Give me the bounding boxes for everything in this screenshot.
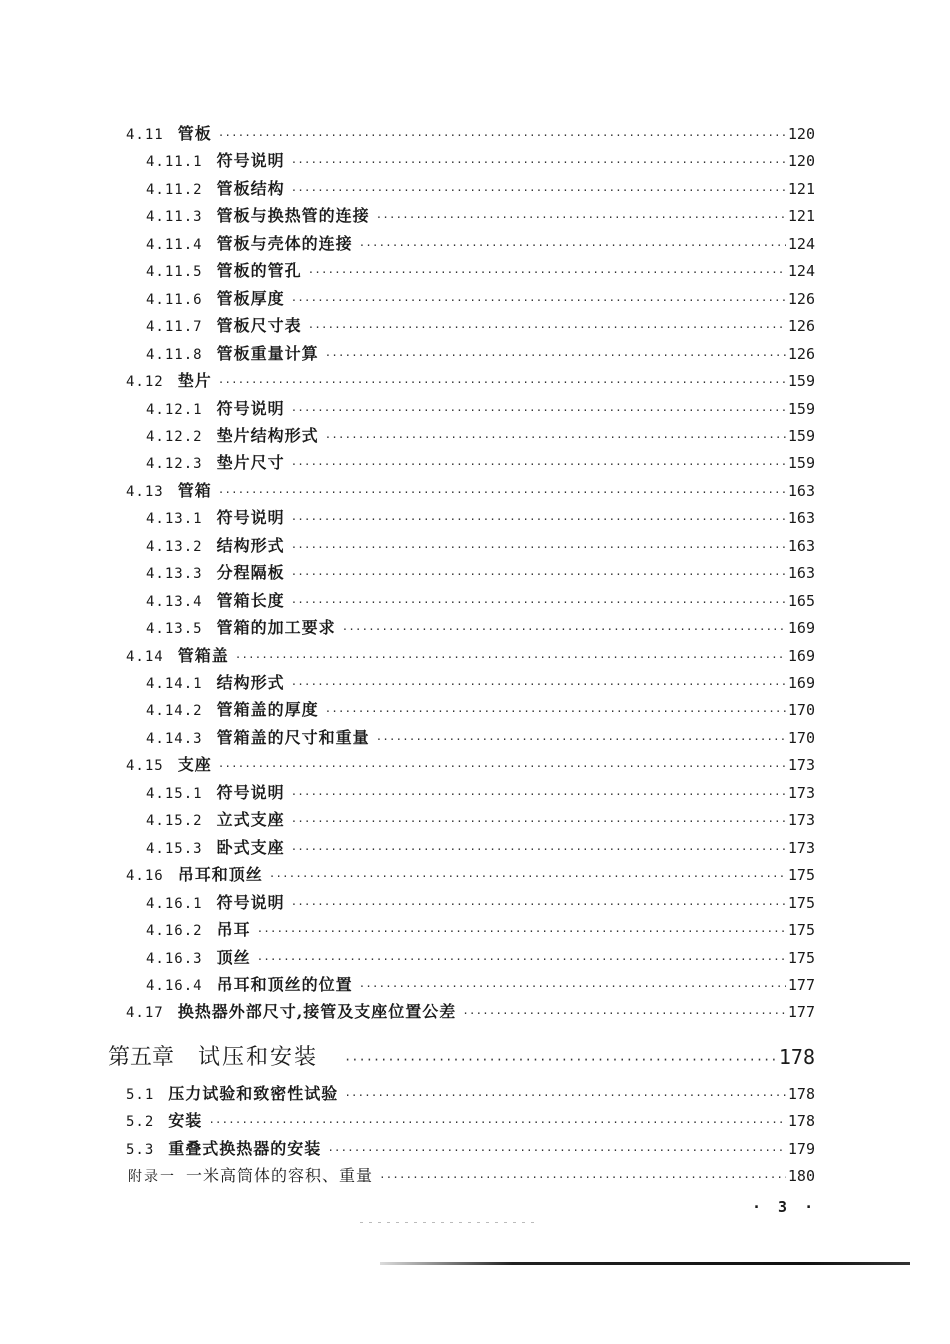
leader-dots <box>291 785 786 805</box>
toc-entry-title: 符号说明 <box>216 782 285 802</box>
toc-entry-title: 符号说明 <box>216 892 285 912</box>
toc-entry <box>126 371 815 393</box>
toc-entry-number: 5.3 <box>126 1141 155 1158</box>
toc-entry-page: 121 <box>787 179 815 198</box>
toc-entry-title: 垫片尺寸 <box>216 453 285 473</box>
leader-dots <box>325 702 786 722</box>
toc-entry <box>146 261 815 283</box>
toc-entry-number: 4.11.4 <box>146 236 203 253</box>
leader-dots <box>308 318 786 338</box>
toc-entry-title: 吊耳 <box>216 920 251 940</box>
toc-entry-page: 175 <box>787 893 815 912</box>
toc-entry-title: 一米高筒体的容积、重量 <box>186 1166 374 1186</box>
toc-entry <box>126 1111 815 1133</box>
toc-entry-page: 126 <box>787 289 815 308</box>
leader-dots <box>359 977 786 997</box>
leader-dots <box>291 291 786 311</box>
toc-entry <box>146 426 815 448</box>
toc-entry <box>146 399 815 421</box>
toc-entry-number: 4.13.2 <box>146 538 203 555</box>
toc-entry-page: 178 <box>787 1112 815 1131</box>
toc-entry-title: 管板结构 <box>216 178 285 198</box>
toc-entry-title: 垫片 <box>177 371 212 391</box>
faint-scan-line <box>360 1222 540 1223</box>
toc-entry-number: 4.11.2 <box>146 181 203 198</box>
toc-entry-title: 吊耳和顶丝 <box>177 865 263 885</box>
leader-dots <box>291 153 786 173</box>
toc-entry <box>146 206 815 228</box>
toc-entry-number: 4.14.3 <box>146 730 203 747</box>
toc-entry-number: 4.11.3 <box>146 209 203 226</box>
toc-entry-title: 重叠式换热器的安装 <box>168 1138 322 1158</box>
toc-entry-title: 压力试验和致密性试验 <box>168 1083 339 1103</box>
toc-entry <box>146 151 815 173</box>
toc-chapter <box>108 1044 815 1073</box>
toc-entry-page: 178 <box>787 1084 815 1103</box>
toc-entry-page: 159 <box>787 454 815 473</box>
toc-entry <box>146 508 815 530</box>
toc-entry-number: 4.15.2 <box>146 813 203 830</box>
toc-entry-page: 126 <box>787 344 815 363</box>
toc-entry-page: 165 <box>787 591 815 610</box>
toc-entry-number: 4.14.1 <box>146 676 203 692</box>
toc-entry-title: 管箱盖的厚度 <box>216 700 319 720</box>
leader-dots <box>218 126 786 146</box>
leader-dots <box>291 565 786 585</box>
toc-entry <box>126 481 815 503</box>
toc-entry-page: 159 <box>787 372 815 391</box>
toc-entry-page: 163 <box>787 509 815 528</box>
toc-entry-title: 分程隔板 <box>216 563 285 583</box>
toc-entry-page: 124 <box>787 234 815 253</box>
toc-entry <box>146 783 815 805</box>
toc-entry-title: 管板尺寸表 <box>216 316 302 336</box>
toc-entry-page: 178 <box>778 1044 815 1069</box>
leader-dots <box>291 538 786 558</box>
toc-entry-page: 169 <box>787 646 815 665</box>
leader-dots <box>344 1086 786 1106</box>
toc-entry-title: 管箱长度 <box>216 590 285 610</box>
toc-entry-title: 符号说明 <box>216 151 285 171</box>
toc-entry-number: 附录一 <box>128 1169 176 1186</box>
toc-entry <box>146 728 815 750</box>
toc-entry-number: 4.16 <box>126 868 164 885</box>
toc-entry <box>146 536 815 558</box>
toc-entry <box>146 453 815 475</box>
leader-dots <box>376 730 786 750</box>
leader-dots <box>379 1168 786 1188</box>
toc-entry <box>126 1002 815 1024</box>
toc-entry-title: 管箱 <box>177 480 212 500</box>
toc-entry-number: 4.12.2 <box>146 428 203 445</box>
toc-entry <box>146 700 815 722</box>
toc-entry <box>146 344 815 366</box>
leader-dots <box>218 483 786 503</box>
toc-entry-page: 173 <box>787 783 815 802</box>
toc-entry-number: 4.11 <box>126 127 164 143</box>
leader-dots <box>291 181 786 201</box>
toc-entry <box>126 1139 815 1161</box>
toc-entry-page: 175 <box>787 948 815 967</box>
toc-entry-page: 163 <box>787 481 815 500</box>
toc-entry <box>126 1084 815 1106</box>
toc-entry-title: 安装 <box>168 1111 203 1131</box>
toc-entry <box>126 124 815 146</box>
leader-dots <box>291 510 786 530</box>
toc-entry-page: 169 <box>787 619 815 638</box>
toc-entry <box>126 755 815 777</box>
leader-dots <box>291 895 786 915</box>
toc-entry-page: 173 <box>787 756 815 775</box>
toc-entry-title: 符号说明 <box>216 508 285 528</box>
leader-dots <box>325 428 786 448</box>
leader-dots <box>359 236 786 256</box>
toc-entry <box>126 865 815 887</box>
toc-entry-page: 163 <box>787 564 815 583</box>
toc-entry-title: 垫片结构形式 <box>216 425 319 445</box>
toc-entry <box>126 646 815 668</box>
leader-dots <box>376 208 786 228</box>
toc-entry-number: 4.17 <box>126 1005 164 1022</box>
toc-entry-title: 管板重量计算 <box>216 343 319 363</box>
toc-entry-title: 卧式支座 <box>216 837 285 857</box>
toc-entry-title: 管箱盖 <box>177 645 229 665</box>
leader-dots <box>235 648 786 668</box>
toc-entry-title: 管板 <box>177 124 212 143</box>
leader-dots <box>462 1004 786 1024</box>
toc-entry-page: 173 <box>787 838 815 857</box>
toc-entry-number: 5.2 <box>126 1114 155 1131</box>
toc-entry-number: 4.13.1 <box>146 511 203 528</box>
toc-entry-number: 4.12 <box>126 374 164 391</box>
toc-entry <box>146 920 815 942</box>
toc-entry-number: 4.14.2 <box>146 703 203 720</box>
toc-entry-number: 4.16.2 <box>146 923 203 940</box>
toc-entry-number: 4.12.1 <box>146 401 203 418</box>
leader-dots <box>208 1113 786 1133</box>
toc-entry-page: 124 <box>787 262 815 281</box>
toc-entry <box>146 810 815 832</box>
toc-entry-title: 结构形式 <box>216 673 285 692</box>
toc-entry-title: 管板与壳体的连接 <box>216 233 353 253</box>
leader-dots <box>257 922 786 942</box>
leader-dots <box>342 620 786 640</box>
toc-entry-title: 支座 <box>177 755 212 775</box>
toc-entry-number: 4.16.3 <box>146 950 203 967</box>
toc-entry-page: 180 <box>787 1167 815 1186</box>
toc-entry-number: 4.15 <box>126 758 164 775</box>
toc-entry-number: 4.15.3 <box>146 840 203 857</box>
toc-entry-number: 4.13 <box>126 483 164 500</box>
leader-dots <box>291 840 786 860</box>
toc-entry-number: 第五章 <box>108 1044 175 1070</box>
toc-entry-number: 4.16.1 <box>146 895 203 912</box>
leader-dots <box>291 401 786 421</box>
page-number: · 3 · <box>752 1198 818 1216</box>
toc-entry <box>146 948 815 970</box>
toc-entry-title: 管箱盖的尺寸和重量 <box>216 727 370 747</box>
toc-entry-number: 4.11.1 <box>146 154 203 171</box>
toc-entry-page: 159 <box>787 399 815 418</box>
leader-dots <box>257 950 786 970</box>
leader-dots <box>325 346 786 366</box>
toc-entry-page: 179 <box>787 1139 815 1158</box>
toc-entry-title: 顶丝 <box>216 947 251 967</box>
toc-entry <box>146 316 815 338</box>
toc-entry-number: 4.12.3 <box>146 456 203 473</box>
toc-entry <box>146 838 815 860</box>
toc-entry-number: 4.14 <box>126 648 164 665</box>
toc-entry-title: 管板厚度 <box>216 288 285 308</box>
toc-entry <box>146 289 815 311</box>
toc-entry-page: 173 <box>787 811 815 830</box>
toc-entry <box>146 618 815 640</box>
toc-entry-page: 170 <box>787 728 815 747</box>
leader-dots <box>308 263 786 283</box>
toc-entry <box>146 591 815 613</box>
leader-dots <box>291 593 786 613</box>
toc-entry-number: 4.13.3 <box>146 566 203 583</box>
toc-entry <box>146 179 815 201</box>
toc-entry-title: 结构形式 <box>216 535 285 555</box>
leader-dots <box>344 1047 777 1073</box>
toc-entry-page: 163 <box>787 536 815 555</box>
leader-dots <box>291 812 786 832</box>
toc-entry-page: 121 <box>787 207 815 226</box>
toc-entry-number: 5.1 <box>126 1086 155 1103</box>
toc-entry-number: 4.11.7 <box>146 319 203 336</box>
toc-entry-number: 4.15.1 <box>146 785 203 802</box>
toc-entry-title: 试压和安装 <box>198 1044 319 1070</box>
toc-entry-page: 177 <box>787 975 815 994</box>
toc-entry-page: 120 <box>787 152 815 171</box>
toc-entry-page: 126 <box>787 317 815 336</box>
toc-entry <box>146 563 815 585</box>
toc-entry-number: 4.13.4 <box>146 593 203 610</box>
toc-entry-number: 4.11.5 <box>146 264 203 281</box>
toc-entry-page: 175 <box>787 921 815 940</box>
leader-dots <box>269 867 786 887</box>
leader-dots <box>218 373 786 393</box>
toc-entry-number: 4.11.8 <box>146 346 203 363</box>
leader-dots <box>291 455 786 475</box>
toc-entry <box>146 234 815 256</box>
toc-entry-page: 175 <box>787 866 815 885</box>
leader-dots <box>291 675 786 695</box>
toc-entry-title: 管板的管孔 <box>216 261 302 281</box>
leader-dots <box>327 1141 786 1161</box>
leader-dots <box>218 757 786 777</box>
toc-entry-page: 120 <box>787 125 815 143</box>
toc-entry-number: 4.11.6 <box>146 291 203 308</box>
toc-entry-page: 169 <box>787 674 815 692</box>
toc-entry-title: 立式支座 <box>216 810 285 830</box>
toc-entry-title: 吊耳和顶丝的位置 <box>216 974 353 994</box>
bottom-rule <box>380 1262 910 1265</box>
toc-entry-title: 管箱的加工要求 <box>216 618 336 638</box>
toc-entry-page: 170 <box>787 701 815 720</box>
toc-entry-page: 159 <box>787 426 815 445</box>
toc-entry-title: 换热器外部尺寸,接管及支座位置公差 <box>177 1002 457 1022</box>
toc-entry-number: 4.13.5 <box>146 621 203 638</box>
toc-entry <box>146 975 815 997</box>
toc-entry <box>128 1166 815 1188</box>
toc-entry-title: 符号说明 <box>216 398 285 418</box>
toc-entry <box>146 893 815 915</box>
toc-entry <box>146 673 815 695</box>
toc-entry-number: 4.16.4 <box>146 977 203 994</box>
toc-entry-title: 管板与换热管的连接 <box>216 206 370 226</box>
toc-entry-page: 177 <box>787 1003 815 1022</box>
